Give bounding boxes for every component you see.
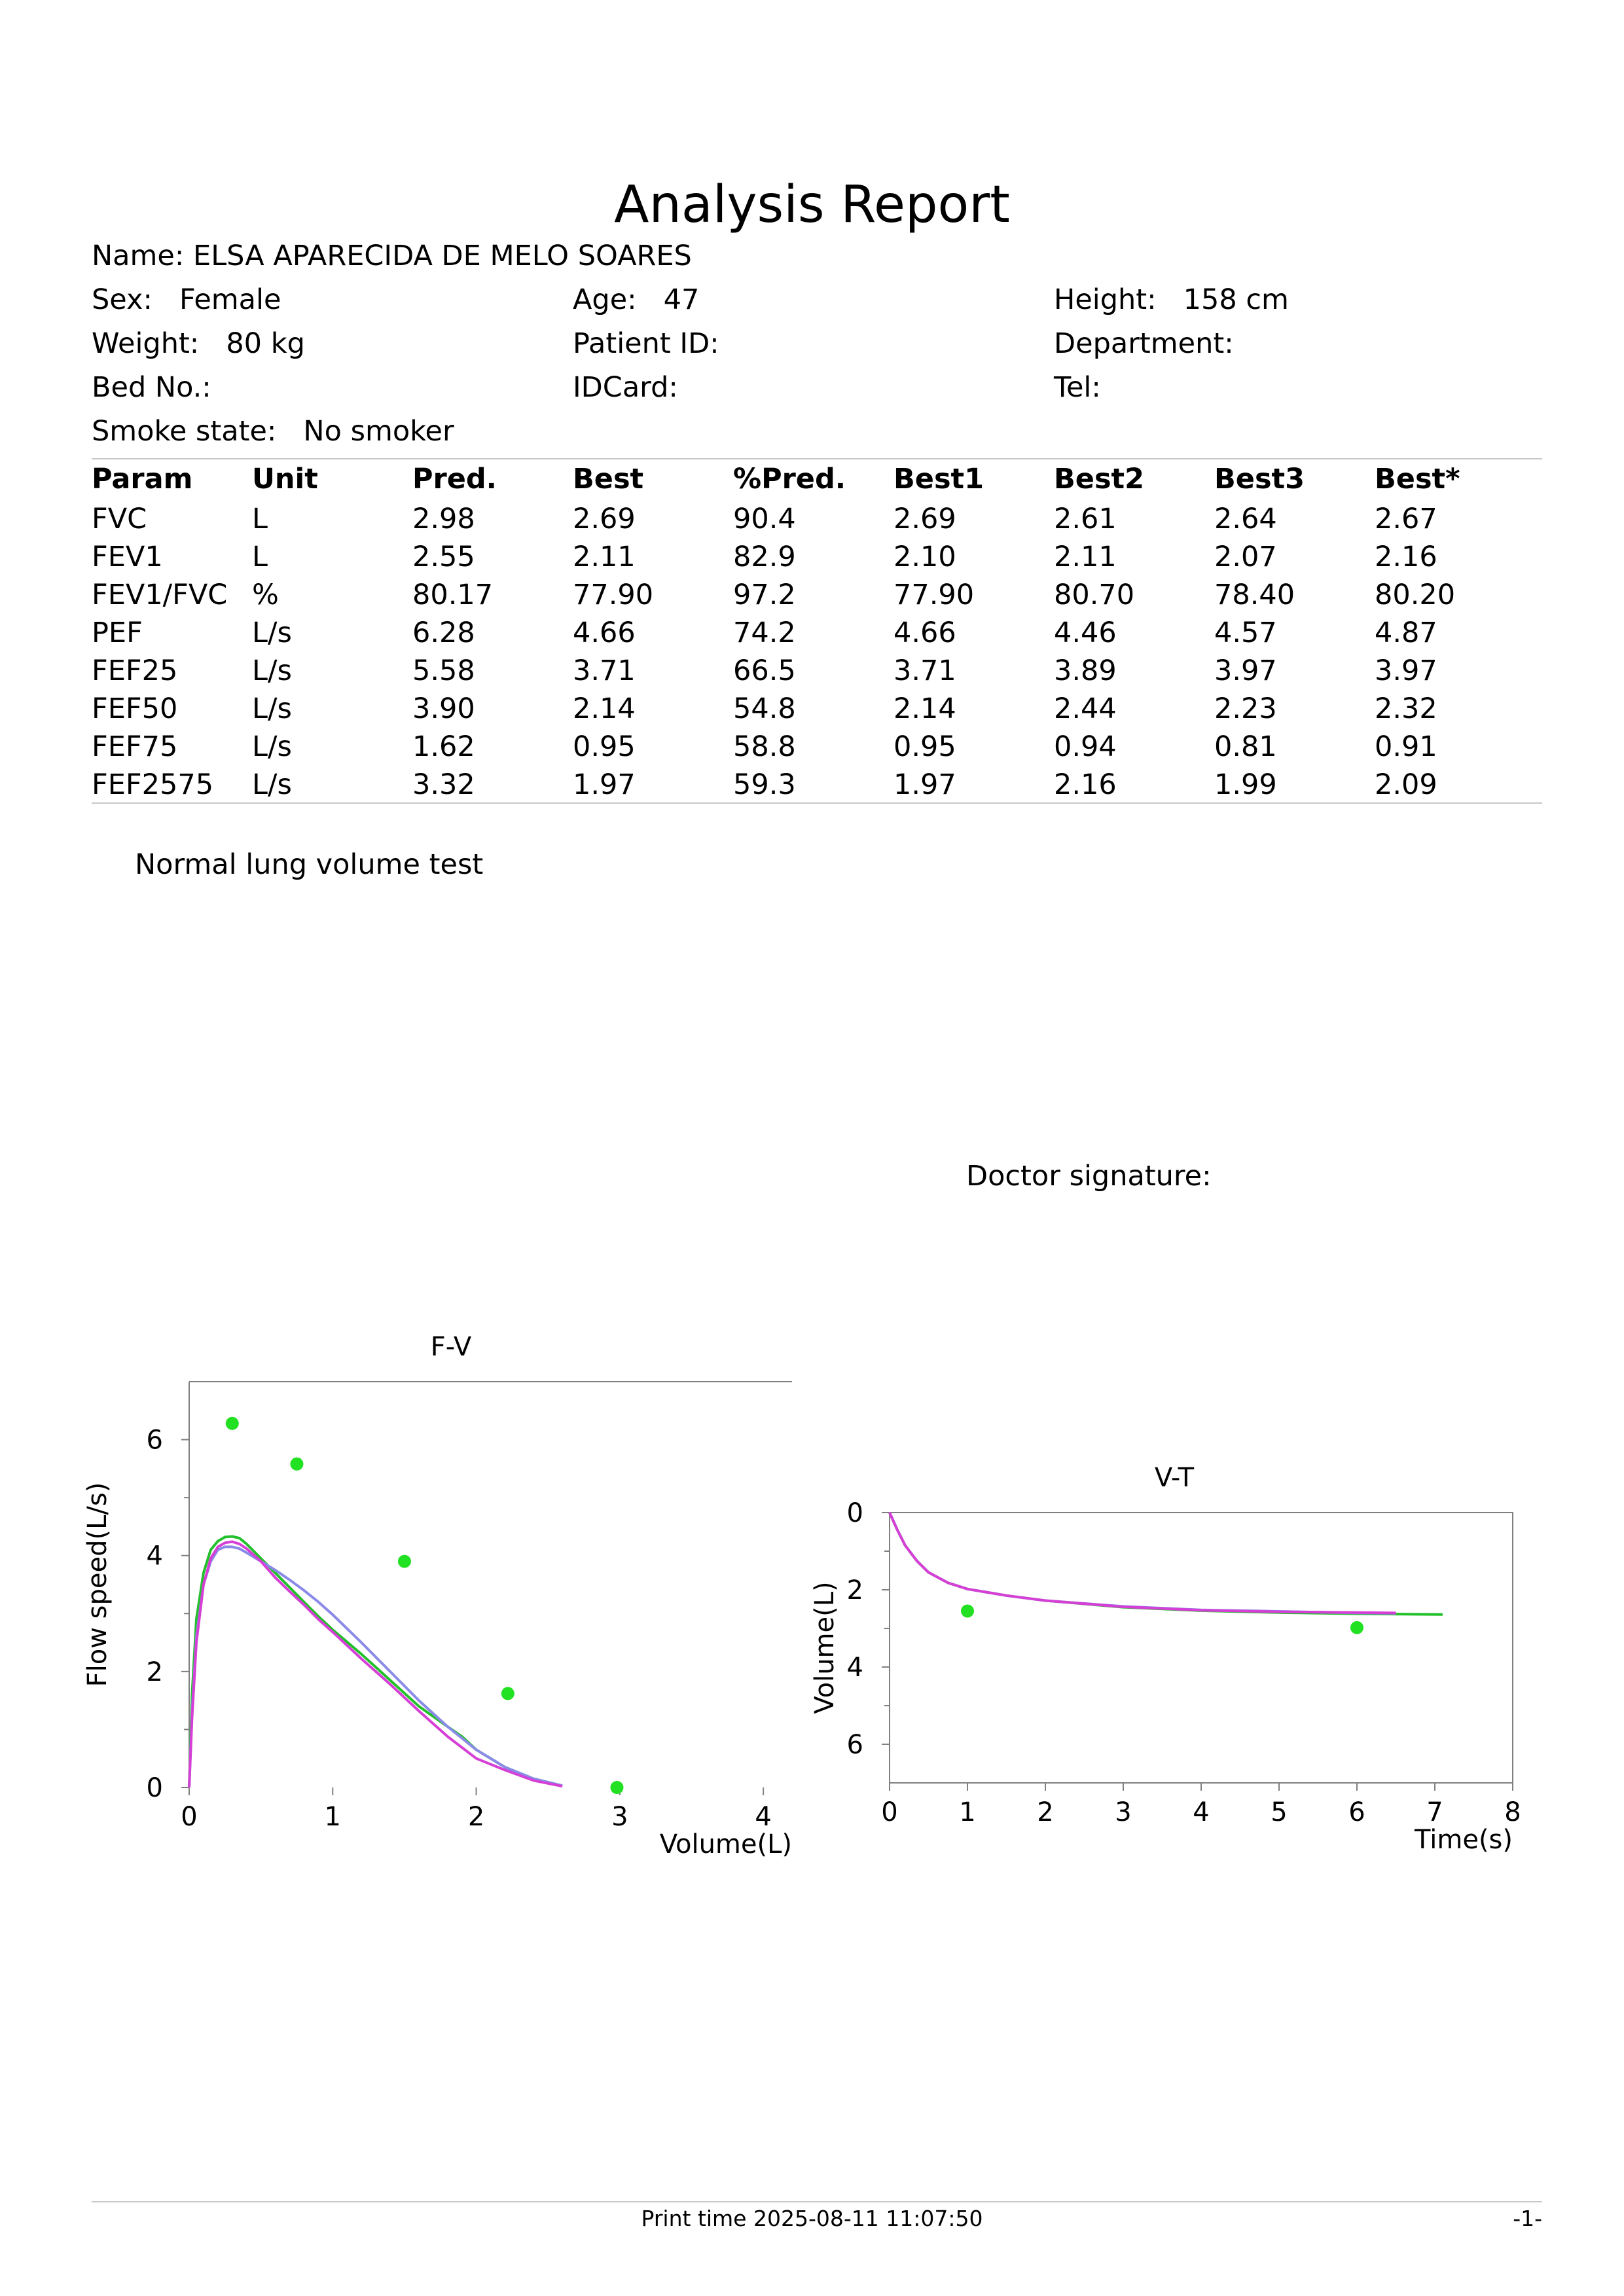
table-cell: L <box>252 541 268 573</box>
x-tick-label: 2 <box>467 1802 485 1832</box>
table-cell: 97.2 <box>733 579 796 611</box>
y-tick-label: 0 <box>846 1498 863 1528</box>
table-cell: 2.23 <box>1214 692 1277 725</box>
predicted-point <box>961 1604 974 1617</box>
table-cell: 74.2 <box>733 617 796 649</box>
table-cell: 2.10 <box>893 541 956 573</box>
table-cell: 2.69 <box>893 503 956 535</box>
table-cell: 54.8 <box>733 692 796 725</box>
patient-id-label: Patient ID: <box>573 327 719 360</box>
x-tick-label: 2 <box>1037 1797 1054 1827</box>
column-header: Best1 <box>893 463 984 495</box>
x-tick-label: 7 <box>1426 1797 1443 1827</box>
table-cell: FEF25 <box>92 655 178 687</box>
table-cell: 2.69 <box>573 503 636 535</box>
table-cell: 2.55 <box>412 541 475 573</box>
column-header: Pred. <box>412 463 497 495</box>
height-label: Height: <box>1054 283 1157 316</box>
table-cell: 2.98 <box>412 503 475 535</box>
table-cell: 2.07 <box>1214 541 1277 573</box>
x-tick-label: 1 <box>959 1797 976 1827</box>
table-cell: 5.58 <box>412 655 475 687</box>
table-cell: 2.14 <box>573 692 636 725</box>
table-cell: 4.66 <box>573 617 636 649</box>
smoke-value: No smoker <box>303 415 454 448</box>
y-tick-label: 2 <box>846 1575 863 1605</box>
page-number: -1- <box>1513 2206 1542 2231</box>
y-tick-label: 4 <box>146 1541 163 1571</box>
page-title: Analysis Report <box>614 175 1010 234</box>
print-time: Print time 2025-08-11 11:07:50 <box>641 2206 983 2231</box>
plot-frame <box>890 1513 1513 1783</box>
x-tick-label: 3 <box>611 1802 628 1832</box>
x-tick-label: 0 <box>881 1797 898 1827</box>
table-cell: 0.91 <box>1375 730 1437 763</box>
table-cell: 80.20 <box>1375 579 1456 611</box>
patient-name: ELSA APARECIDA DE MELO SOARES <box>193 240 692 272</box>
table-cell: 2.14 <box>893 692 956 725</box>
table-cell: 82.9 <box>733 541 796 573</box>
y-tick-label: 2 <box>146 1657 163 1687</box>
table-cell: 1.97 <box>573 768 636 801</box>
table-cell: L/s <box>252 655 292 687</box>
x-tick-label: 4 <box>755 1802 772 1832</box>
y-tick-label: 0 <box>146 1773 163 1803</box>
series-line-3 <box>189 1542 562 1788</box>
table-cell: 90.4 <box>733 503 796 535</box>
y-tick-label: 4 <box>846 1653 863 1683</box>
table-cell: 2.67 <box>1375 503 1437 535</box>
sex-value: Female <box>179 283 281 316</box>
table-cell: 66.5 <box>733 655 796 687</box>
predicted-point <box>501 1687 514 1700</box>
column-header: Best3 <box>1214 463 1305 495</box>
table-cell: 77.90 <box>573 579 654 611</box>
footer-rule <box>92 2201 1542 2202</box>
sex-label: Sex: <box>92 283 153 316</box>
table-cell: 58.8 <box>733 730 796 763</box>
predicted-point <box>290 1458 303 1471</box>
table-cell: 1.97 <box>893 768 956 801</box>
table-cell: 3.32 <box>412 768 475 801</box>
table-cell: 3.90 <box>412 692 475 725</box>
table-cell: 2.16 <box>1375 541 1437 573</box>
table-cell: 3.97 <box>1214 655 1277 687</box>
table-cell: FVC <box>92 503 147 535</box>
department-label: Department: <box>1054 327 1234 360</box>
age-value: 47 <box>663 283 700 316</box>
x-tick-label: 0 <box>181 1802 198 1832</box>
table-cell: 0.81 <box>1214 730 1277 763</box>
table-cell: 2.11 <box>573 541 636 573</box>
x-tick-label: 5 <box>1271 1797 1288 1827</box>
table-cell: FEF2575 <box>92 768 214 801</box>
table-cell: L/s <box>252 617 292 649</box>
table-cell: 4.87 <box>1375 617 1437 649</box>
table-cell: 2.09 <box>1375 768 1437 801</box>
table-cell: 4.46 <box>1054 617 1117 649</box>
table-cell: 2.44 <box>1054 692 1117 725</box>
smoke-label: Smoke state: <box>92 415 277 448</box>
chart-title: V-T <box>1154 1463 1195 1493</box>
predicted-point <box>398 1555 411 1568</box>
table-cell: 1.99 <box>1214 768 1277 801</box>
table-cell: 2.16 <box>1054 768 1117 801</box>
table-cell: 0.95 <box>893 730 956 763</box>
table-cell: 2.61 <box>1054 503 1117 535</box>
chart-title: F-V <box>430 1332 472 1362</box>
table-cell: FEF50 <box>92 692 178 725</box>
table-cell: PEF <box>92 617 143 649</box>
doctor-signature-label: Doctor signature: <box>966 1160 1212 1193</box>
table-cell: 4.66 <box>893 617 956 649</box>
idcard-label: IDCard: <box>573 371 678 404</box>
weight-value: 80 kg <box>226 327 305 360</box>
column-header: Best2 <box>1054 463 1145 495</box>
x-axis-label: Volume(L) <box>659 1829 792 1859</box>
vt-chart <box>810 1463 1521 1855</box>
table-cell: 1.62 <box>412 730 475 763</box>
table-cell: 2.64 <box>1214 503 1277 535</box>
table-cell: 80.17 <box>412 579 494 611</box>
y-tick-label: 6 <box>846 1730 863 1760</box>
table-cell: L/s <box>252 692 292 725</box>
height-value: 158 cm <box>1183 283 1289 316</box>
table-cell: % <box>252 579 279 611</box>
table-cell: 3.71 <box>893 655 956 687</box>
conclusion-text: Normal lung volume test <box>135 848 484 881</box>
table-cell: 59.3 <box>733 768 796 801</box>
x-tick-label: 1 <box>324 1802 342 1832</box>
column-header: Param <box>92 463 193 495</box>
table-cell: 0.94 <box>1054 730 1117 763</box>
x-tick-label: 3 <box>1115 1797 1132 1827</box>
y-axis-label: Volume(L) <box>810 1581 840 1714</box>
table-cell: 3.97 <box>1375 655 1437 687</box>
table-cell: 78.40 <box>1214 579 1295 611</box>
table-cell: L/s <box>252 730 292 763</box>
table-cell: 3.71 <box>573 655 636 687</box>
series-line-3 <box>890 1513 1396 1613</box>
bed-label: Bed No.: <box>92 371 211 404</box>
table-cell: 2.11 <box>1054 541 1117 573</box>
table-cell: 0.95 <box>573 730 636 763</box>
column-header: %Pred. <box>733 463 846 495</box>
fv-chart <box>82 1332 792 1859</box>
predicted-point <box>226 1417 239 1430</box>
series-line-1 <box>890 1513 1443 1615</box>
table-cell: 6.28 <box>412 617 475 649</box>
table-cell: FEV1 <box>92 541 163 573</box>
y-axis-label: Flow speed(L/s) <box>82 1482 113 1687</box>
table-cell: 77.90 <box>893 579 975 611</box>
table-cell: 2.32 <box>1375 692 1437 725</box>
series-line-1 <box>189 1537 562 1788</box>
predicted-point <box>610 1781 623 1794</box>
series-line-2 <box>890 1513 1396 1613</box>
x-tick-label: 6 <box>1348 1797 1365 1827</box>
table-cell: L/s <box>252 768 292 801</box>
table-cell: 4.57 <box>1214 617 1277 649</box>
weight-label: Weight: <box>92 327 200 360</box>
column-header: Best* <box>1375 463 1460 495</box>
table-cell: 80.70 <box>1054 579 1135 611</box>
table-cell: L <box>252 503 268 535</box>
x-axis-label: Time(s) <box>1415 1825 1513 1855</box>
age-label: Age: <box>573 283 637 316</box>
column-header: Unit <box>252 463 318 495</box>
name-label: Name: <box>92 240 185 272</box>
column-header: Best <box>573 463 644 495</box>
x-tick-label: 4 <box>1193 1797 1210 1827</box>
table-cell: 3.89 <box>1054 655 1117 687</box>
predicted-point <box>1350 1621 1363 1634</box>
tel-label: Tel: <box>1054 371 1101 404</box>
x-tick-label: 8 <box>1504 1797 1521 1827</box>
y-tick-label: 6 <box>146 1425 163 1456</box>
table-cell: FEV1/FVC <box>92 579 228 611</box>
table-cell: FEF75 <box>92 730 178 763</box>
